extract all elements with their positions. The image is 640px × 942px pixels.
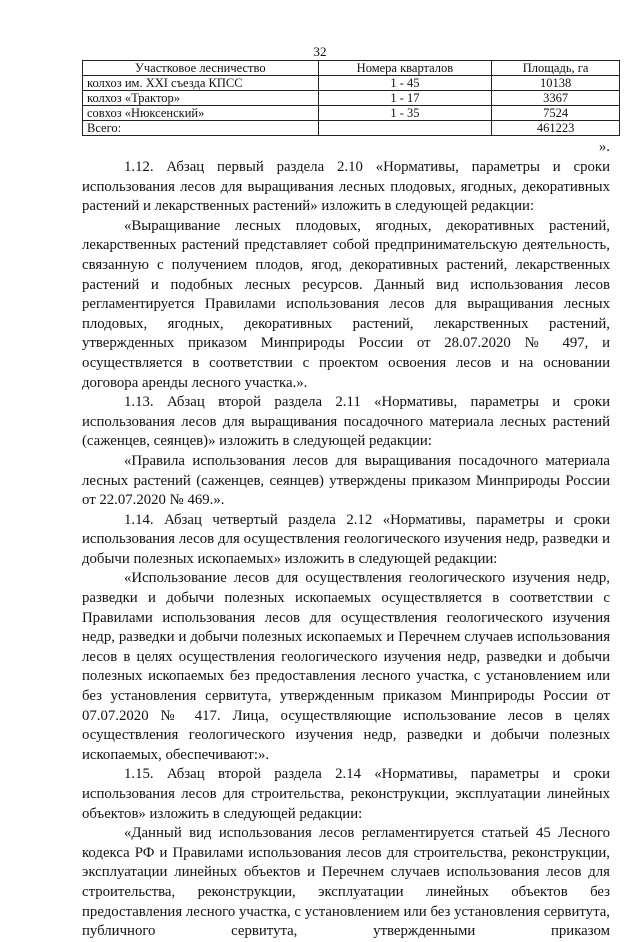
table-row xyxy=(83,76,620,91)
paragraph-1-13: 1.13. Абзац второй раздела 2.11 «Нормативы, параметры и сроки использования лесов для выращивания посадочного материала лесных растений (саженцев, сеянцев)» изложить в следующей редакции: xyxy=(82,394,610,450)
paragraph-1-15-quote: «Данный вид использования лесов регламентируется статьей 45 Лесного кодекса РФ и Правилами использования лесов для строительства, реконструкции, эксплуатации линейных объектов и Перечнем случаев использования лесов для строительства, реконструкции, эксплуатации линейных объектов без предоставления лесного участка, с установлением или без установления сервитута, публичного сервитута, утвержденными приказом xyxy=(82,825,610,940)
paragraph-1-15: 1.15. Абзац второй раздела 2.14 «Нормативы, параметры и сроки использования лесов для строительства, реконструкции, эксплуатации линейных объектов» изложить в следующей редакции: xyxy=(82,766,610,822)
total-area-cell: 461223 xyxy=(492,121,620,136)
column-header: Площадь, га xyxy=(492,61,620,76)
quarters-cell: 1 - 45 xyxy=(318,76,492,91)
area-cell: 10138 xyxy=(492,76,620,91)
quarters-cell xyxy=(318,121,492,136)
paragraph-1-12: 1.12. Абзац первый раздела 2.10 «Нормативы, параметры и сроки использования лесов для выращивания лесных плодовых, ягодных, декоративных растений и лекарственных растений» изложить в следующей редакции: xyxy=(82,159,610,215)
area-cell: 3367 xyxy=(492,91,620,106)
quarters-cell: 1 - 35 xyxy=(318,106,492,121)
table-row xyxy=(83,91,620,106)
page-number: 32 xyxy=(313,44,327,59)
paragraph-1-14-quote: «Использование лесов для осуществления геологического изучения недр, разведки и добычи полезных ископаемых осуществляется в соответствии с Правилами использования лесов для осуществления геологического изучения недр, разведки и добычи полезных ископаемых и Перечнем случаев использования лесов в целях осуществления геологического изучения недр, разведки и добычи полезных ископаемых без предоставления лесного участка, с установлением или без установления сервитута, утвержденным приказом Минприроды России от 07.07.2020 № 417. Лица, осуществляющие использование лесов в целях осуществления геологического изучения недр, разведки и добычи полезных ископаемых, обеспечивают:». xyxy=(82,570,610,763)
paragraph-1-12-quote: «Выращивание лесных плодовых, ягодных, декоративных растений, лекарственных растений представляет собой предпринимательскую деятельность, связанную с получением плодов, ягод, декоративных растений, лекарственных растений и подобных лесных ресурсов. Данный вид использования лесов регламентируется Правилами использования лесов для выращивания лесных плодовых, ягодных, декоративных растений, лекарственных растений, утвержденных приказом Минприроды России от 28.07.2020 № 497, и осуществляется в соответствии с проектом освоения лесов и на основании договора аренды лесного участка.». xyxy=(82,217,610,391)
district-name-cell: колхоз им. XXI съезда КПСС xyxy=(83,76,319,91)
closing-quote: ». xyxy=(598,139,610,155)
column-header: Участковое лесничество xyxy=(83,61,319,76)
document-body xyxy=(82,158,610,942)
forest-districts-table xyxy=(82,60,620,136)
district-name-cell: колхоз «Трактор» xyxy=(83,91,319,106)
column-header: Номера кварталов xyxy=(318,61,492,76)
quarters-cell: 1 - 17 xyxy=(318,91,492,106)
table-total-row xyxy=(83,121,620,136)
table-header-row xyxy=(83,61,620,76)
paragraph-1-14: 1.14. Абзац четвертый раздела 2.12 «Нормативы, параметры и сроки использования лесов для осуществления геологического изучения недр, разведки и добычи полезных ископаемых» изложить в следующей редакции: xyxy=(82,511,610,567)
district-name-cell: совхоз «Нюксенский» xyxy=(83,106,319,121)
paragraph-1-13-quote: «Правила использования лесов для выращивания посадочного материала лесных растений (саженцев, сеянцев) утверждены приказом Минприроды России от 22.07.2020 № 469.». xyxy=(82,452,610,509)
table-row xyxy=(83,106,620,121)
total-label-cell: Всего: xyxy=(83,121,319,136)
area-cell: 7524 xyxy=(492,106,620,121)
